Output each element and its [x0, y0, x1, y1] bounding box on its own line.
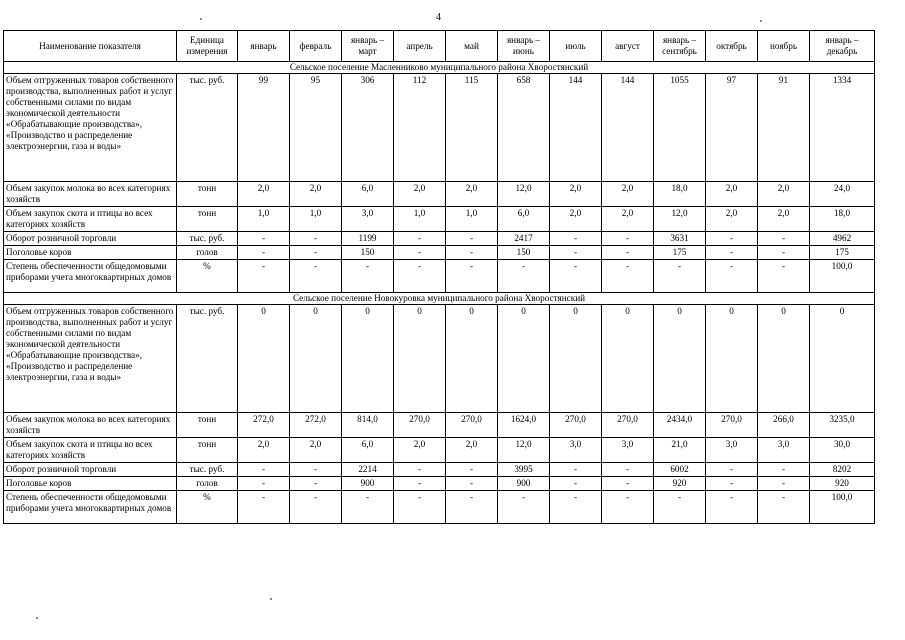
- value-cell: -: [706, 246, 758, 260]
- value-cell: -: [238, 232, 290, 246]
- table-row: [4, 260, 875, 293]
- value-cell: -: [342, 491, 394, 524]
- value-cell: -: [654, 491, 706, 524]
- header-month: январь – июнь: [498, 31, 550, 62]
- value-cell: 100,0: [810, 260, 875, 293]
- value-cell: 2,0: [394, 182, 446, 207]
- value-cell: 21,0: [654, 438, 706, 463]
- table-row: [4, 232, 875, 246]
- value-cell: -: [550, 260, 602, 293]
- value-cell: -: [394, 260, 446, 293]
- page-number: 4: [436, 12, 441, 23]
- value-cell: 2,0: [706, 182, 758, 207]
- value-cell: -: [446, 246, 498, 260]
- value-cell: 0: [394, 305, 446, 413]
- value-cell: -: [238, 477, 290, 491]
- value-cell: 2,0: [602, 182, 654, 207]
- section-title: Сельское поселение Новокуровка муниципального района Хворостянский: [4, 293, 875, 305]
- value-cell: 8202: [810, 463, 875, 477]
- value-cell: 0: [498, 305, 550, 413]
- value-cell: 2,0: [394, 438, 446, 463]
- value-cell: 3,0: [706, 438, 758, 463]
- value-cell: 272,0: [238, 413, 290, 438]
- value-cell: 6,0: [342, 182, 394, 207]
- value-cell: 112: [394, 74, 446, 182]
- indicator-name: Степень обеспеченности общедомовыми приборами учета многоквартирных домов: [4, 491, 177, 524]
- indicator-name: Объем закупок молока во всех категориях хозяйств: [4, 182, 177, 207]
- value-cell: -: [238, 463, 290, 477]
- value-cell: 814,0: [342, 413, 394, 438]
- indicator-name: Объем закупок скота и птицы во всех категориях хозяйств: [4, 207, 177, 232]
- indicator-unit: тонн: [177, 438, 238, 463]
- value-cell: 306: [342, 74, 394, 182]
- value-cell: -: [602, 246, 654, 260]
- value-cell: 2214: [342, 463, 394, 477]
- value-cell: -: [290, 491, 342, 524]
- value-cell: -: [550, 232, 602, 246]
- value-cell: -: [290, 246, 342, 260]
- value-cell: 99: [238, 74, 290, 182]
- value-cell: -: [550, 477, 602, 491]
- indicator-unit: тыс. руб.: [177, 74, 238, 182]
- indicator-name: Степень обеспеченности общедомовыми приборами учета многоквартирных домов: [4, 260, 177, 293]
- scan-speck: [270, 598, 272, 600]
- value-cell: 920: [810, 477, 875, 491]
- value-cell: -: [758, 246, 810, 260]
- value-cell: 12,0: [498, 438, 550, 463]
- header-row: [4, 31, 875, 62]
- indicator-name: Объем закупок скота и птицы во всех категориях хозяйств: [4, 438, 177, 463]
- value-cell: 2417: [498, 232, 550, 246]
- value-cell: -: [550, 491, 602, 524]
- value-cell: 175: [810, 246, 875, 260]
- value-cell: 3,0: [342, 207, 394, 232]
- value-cell: 1,0: [238, 207, 290, 232]
- indicator-name: Объем закупок молока во всех категориях хозяйств: [4, 413, 177, 438]
- value-cell: -: [602, 260, 654, 293]
- value-cell: 270,0: [706, 413, 758, 438]
- header-month: январь – декабрь: [810, 31, 875, 62]
- value-cell: -: [706, 477, 758, 491]
- header-month: январь – март: [342, 31, 394, 62]
- indicator-unit: тонн: [177, 207, 238, 232]
- value-cell: 6002: [654, 463, 706, 477]
- value-cell: -: [238, 260, 290, 293]
- header-unit: Единица измерения: [177, 31, 238, 62]
- value-cell: 920: [654, 477, 706, 491]
- indicator-unit: голов: [177, 477, 238, 491]
- value-cell: 2,0: [290, 438, 342, 463]
- value-cell: 150: [498, 246, 550, 260]
- header-month: январь – сентябрь: [654, 31, 706, 62]
- value-cell: 900: [498, 477, 550, 491]
- table-row: [4, 207, 875, 232]
- value-cell: -: [446, 232, 498, 246]
- value-cell: 150: [342, 246, 394, 260]
- table-body: [4, 62, 875, 524]
- header-name: Наименование показателя: [4, 31, 177, 62]
- value-cell: -: [498, 491, 550, 524]
- header-month: май: [446, 31, 498, 62]
- value-cell: -: [602, 463, 654, 477]
- header-month: январь: [238, 31, 290, 62]
- value-cell: 18,0: [810, 207, 875, 232]
- value-cell: -: [238, 491, 290, 524]
- value-cell: -: [706, 491, 758, 524]
- value-cell: -: [394, 246, 446, 260]
- value-cell: -: [290, 232, 342, 246]
- value-cell: -: [758, 477, 810, 491]
- value-cell: 658: [498, 74, 550, 182]
- value-cell: -: [238, 246, 290, 260]
- value-cell: 2,0: [706, 207, 758, 232]
- value-cell: -: [290, 477, 342, 491]
- value-cell: 144: [602, 74, 654, 182]
- value-cell: -: [446, 260, 498, 293]
- value-cell: -: [394, 232, 446, 246]
- value-cell: 2,0: [550, 207, 602, 232]
- value-cell: 4962: [810, 232, 875, 246]
- value-cell: 2,0: [238, 182, 290, 207]
- header-month: апрель: [394, 31, 446, 62]
- value-cell: 0: [550, 305, 602, 413]
- table-row: [4, 438, 875, 463]
- value-cell: 0: [654, 305, 706, 413]
- table-row: [4, 305, 875, 413]
- header-month: февраль: [290, 31, 342, 62]
- value-cell: 270,0: [394, 413, 446, 438]
- value-cell: 2,0: [602, 207, 654, 232]
- indicator-unit: тыс. руб.: [177, 463, 238, 477]
- scan-speck: [200, 18, 202, 20]
- table-row: [4, 246, 875, 260]
- value-cell: 6,0: [342, 438, 394, 463]
- value-cell: 2,0: [550, 182, 602, 207]
- header-month: ноябрь: [758, 31, 810, 62]
- indicator-name: Поголовье коров: [4, 246, 177, 260]
- value-cell: -: [446, 491, 498, 524]
- value-cell: 3995: [498, 463, 550, 477]
- value-cell: -: [706, 260, 758, 293]
- value-cell: 12,0: [498, 182, 550, 207]
- table-row: [4, 182, 875, 207]
- value-cell: 95: [290, 74, 342, 182]
- value-cell: -: [498, 260, 550, 293]
- table-row: [4, 477, 875, 491]
- value-cell: 1624,0: [498, 413, 550, 438]
- scan-speck: [760, 20, 762, 22]
- indicator-name: Объем отгруженных товаров собственного производства, выполненных работ и услуг собственными силами по видам экономической деятельности «Обрабатывающие производства», «Производство и распределение электроэнергии, газа и воды»: [4, 74, 177, 182]
- table-row: [4, 463, 875, 477]
- report-table: [3, 30, 875, 524]
- indicator-unit: тонн: [177, 413, 238, 438]
- value-cell: -: [602, 491, 654, 524]
- indicator-unit: %: [177, 491, 238, 524]
- value-cell: -: [602, 477, 654, 491]
- value-cell: 272,0: [290, 413, 342, 438]
- value-cell: 1199: [342, 232, 394, 246]
- value-cell: 175: [654, 246, 706, 260]
- value-cell: 0: [706, 305, 758, 413]
- value-cell: -: [394, 463, 446, 477]
- value-cell: -: [758, 463, 810, 477]
- value-cell: 3235,0: [810, 413, 875, 438]
- value-cell: 270,0: [602, 413, 654, 438]
- value-cell: 2,0: [446, 182, 498, 207]
- value-cell: -: [394, 477, 446, 491]
- value-cell: 2,0: [446, 438, 498, 463]
- indicator-name: Оборот розничной торговли: [4, 232, 177, 246]
- section-row: [4, 293, 875, 305]
- indicator-unit: голов: [177, 246, 238, 260]
- value-cell: 2,0: [758, 207, 810, 232]
- value-cell: 1,0: [394, 207, 446, 232]
- indicator-name: Объем отгруженных товаров собственного производства, выполненных работ и услуг собственными силами по видам экономической деятельности «Обрабатывающие производства», «Производство и распределение электроэнергии, газа и воды»: [4, 305, 177, 413]
- value-cell: 144: [550, 74, 602, 182]
- indicator-name: Поголовье коров: [4, 477, 177, 491]
- value-cell: 97: [706, 74, 758, 182]
- value-cell: 3631: [654, 232, 706, 246]
- value-cell: -: [706, 463, 758, 477]
- indicator-name: Оборот розничной торговли: [4, 463, 177, 477]
- value-cell: 6,0: [498, 207, 550, 232]
- value-cell: 2,0: [238, 438, 290, 463]
- value-cell: 0: [446, 305, 498, 413]
- value-cell: -: [290, 260, 342, 293]
- value-cell: 24,0: [810, 182, 875, 207]
- value-cell: 0: [238, 305, 290, 413]
- value-cell: 91: [758, 74, 810, 182]
- value-cell: -: [394, 491, 446, 524]
- value-cell: 2,0: [290, 182, 342, 207]
- value-cell: 115: [446, 74, 498, 182]
- section-title: Сельское поселение Масленниково муниципального района Хворостянский: [4, 62, 875, 74]
- table-row: [4, 74, 875, 182]
- value-cell: 1334: [810, 74, 875, 182]
- table-row: [4, 413, 875, 438]
- value-cell: -: [654, 260, 706, 293]
- value-cell: 3,0: [758, 438, 810, 463]
- value-cell: 12,0: [654, 207, 706, 232]
- table-header: [4, 31, 875, 62]
- value-cell: 0: [810, 305, 875, 413]
- value-cell: 2434,0: [654, 413, 706, 438]
- value-cell: -: [446, 463, 498, 477]
- value-cell: 18,0: [654, 182, 706, 207]
- header-month: июль: [550, 31, 602, 62]
- value-cell: 0: [342, 305, 394, 413]
- scan-speck: [36, 617, 38, 619]
- value-cell: 3,0: [550, 438, 602, 463]
- value-cell: -: [446, 477, 498, 491]
- value-cell: 1055: [654, 74, 706, 182]
- value-cell: -: [290, 463, 342, 477]
- value-cell: 266,0: [758, 413, 810, 438]
- value-cell: 270,0: [550, 413, 602, 438]
- value-cell: -: [758, 232, 810, 246]
- value-cell: -: [758, 260, 810, 293]
- header-month: октябрь: [706, 31, 758, 62]
- indicator-unit: тыс. руб.: [177, 232, 238, 246]
- table-row: [4, 491, 875, 524]
- indicator-unit: тыс. руб.: [177, 305, 238, 413]
- value-cell: 900: [342, 477, 394, 491]
- value-cell: 30,0: [810, 438, 875, 463]
- value-cell: -: [550, 463, 602, 477]
- value-cell: 2,0: [758, 182, 810, 207]
- value-cell: 0: [290, 305, 342, 413]
- value-cell: -: [342, 260, 394, 293]
- value-cell: -: [550, 246, 602, 260]
- value-cell: -: [706, 232, 758, 246]
- indicator-unit: %: [177, 260, 238, 293]
- value-cell: -: [758, 491, 810, 524]
- value-cell: -: [602, 232, 654, 246]
- value-cell: 3,0: [602, 438, 654, 463]
- indicator-unit: тонн: [177, 182, 238, 207]
- value-cell: 270,0: [446, 413, 498, 438]
- value-cell: 1,0: [290, 207, 342, 232]
- value-cell: 0: [758, 305, 810, 413]
- value-cell: 0: [602, 305, 654, 413]
- header-month: август: [602, 31, 654, 62]
- section-row: [4, 62, 875, 74]
- value-cell: 1,0: [446, 207, 498, 232]
- value-cell: 100,0: [810, 491, 875, 524]
